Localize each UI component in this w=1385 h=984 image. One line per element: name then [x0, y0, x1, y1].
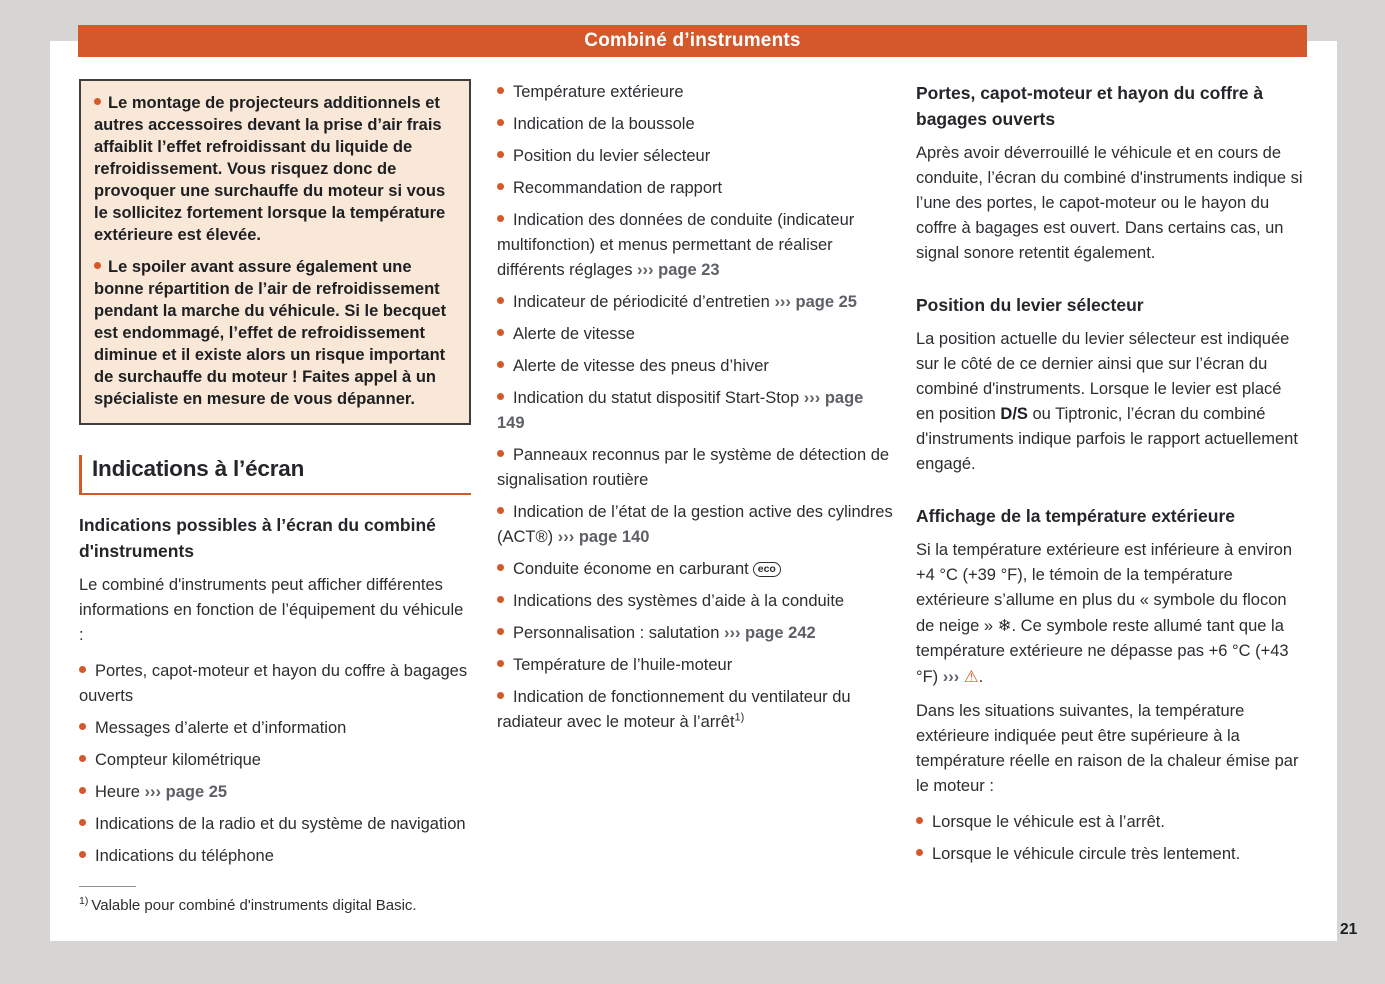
bullet-icon [497, 564, 504, 571]
bullet-icon [79, 819, 86, 826]
caution-text: Le montage de projecteurs additionnels et autres accessoires devant la prise d’air frais affaiblit l’effet refroidissant du liquide de refroidissement. Vous risquez donc de provoquer une surchauffe du moteur si vous le sollicitez fortement lorsque la température extérieure est élevée. [94, 94, 446, 244]
list-item [79, 780, 471, 805]
paragraph [916, 538, 1304, 690]
left-column [79, 79, 471, 916]
bullet-icon [497, 87, 504, 94]
list-item-text: Indication des données de conduite (indicateur multifonction) et menus permettant de réaliser différents réglages [497, 211, 855, 279]
list-item-text: Portes, capot-moteur et hayon du coffre à bagages ouverts [79, 662, 468, 705]
list-item-text: Heure [95, 783, 140, 801]
list-item [497, 322, 893, 347]
footnote-text: Valable pour combiné d'instruments digital Basic. [91, 897, 417, 914]
paragraph-text: . [978, 668, 984, 686]
bullet-icon [497, 628, 504, 635]
caution-item [94, 256, 456, 410]
list-item-text: Indication de l’état de la gestion active des cylindres (ACT®) [497, 503, 893, 546]
bullet-icon [94, 262, 101, 269]
warning-triangle-icon: ⚠ [963, 667, 979, 686]
page-header-bar [78, 25, 1307, 57]
list-item-text: Indicateur de périodicité d’entretien [513, 293, 770, 311]
bullet-icon [497, 183, 504, 190]
bullet-icon [79, 851, 86, 858]
paragraph-text: Si la température extérieure est inférieure à environ +4 °C (+39 °F), le témoin de la température extérieure s’allume en plus du « symbole du flocon de neige » [916, 541, 1293, 635]
subsection-heading: Indications possibles à l’écran du combiné d'instruments [79, 515, 436, 561]
list-item-text: Lorsque le véhicule est à l’arrêt. [932, 813, 1165, 831]
caution-item [94, 92, 456, 246]
list-item [497, 290, 893, 315]
bullet-icon [916, 817, 923, 824]
left-bullet-list [79, 659, 471, 869]
list-item [79, 812, 471, 837]
footnote-marker: 1) [79, 895, 89, 907]
bullet-icon [94, 98, 101, 105]
paragraph-text: . Ce symbole reste allumé tant que la température extérieure ne dépasse pas +6 °C (+43 °F) [916, 617, 1289, 686]
bullet-icon [79, 666, 86, 673]
section-title: Indications à l’écran [79, 455, 471, 495]
list-item [497, 500, 893, 550]
list-item [916, 810, 1304, 835]
right-bullet-list [916, 810, 1304, 867]
paragraph-text: La position actuelle du levier sélecteur est indiquée sur le côté de ce dernier ainsi que sur l’écran du combiné d'instruments. Lorsque le levier est placé en position [916, 330, 1290, 423]
chevrons: ››› [942, 668, 960, 686]
bullet-icon [497, 151, 504, 158]
list-item [497, 685, 893, 735]
list-item [916, 842, 1304, 867]
bullet-icon [497, 692, 504, 699]
intro-paragraph: Le combiné d'instruments peut afficher différentes informations en fonction de l’équipement du véhicule : [79, 576, 464, 644]
list-item [497, 80, 893, 105]
lever-position-label: D/S [1000, 405, 1028, 423]
bullet-icon [916, 849, 923, 856]
page-title: Combiné d’instruments [584, 30, 801, 51]
snowflake-icon: ❄ [997, 616, 1012, 635]
list-item-text: Indications du téléphone [95, 847, 274, 865]
bullet-icon [79, 755, 86, 762]
subsection-heading: Affichage de la température extérieure [916, 506, 1236, 526]
list-item-text: Température extérieure [513, 83, 684, 101]
paragraph [916, 327, 1304, 477]
eco-icon: eco [753, 562, 781, 577]
paragraph: Après avoir déverrouillé le véhicule et en cours de conduite, l’écran du combiné d'instruments indique si l’une des portes, le capot-moteur ou le hayon du coffre à bagages est ouvert. Dans certains cas, un signal sonore retentit également. [916, 144, 1303, 262]
list-item [497, 557, 893, 582]
list-item-text: Alerte de vitesse [513, 325, 635, 343]
caution-box [79, 79, 471, 425]
list-item-text: Panneaux reconnus par le système de détection de signalisation routière [497, 446, 890, 489]
footnote [79, 895, 471, 916]
list-item [497, 653, 893, 678]
list-item [79, 659, 471, 709]
bullet-icon [497, 119, 504, 126]
footnote-divider [79, 886, 136, 887]
subsection-heading: Position du levier sélecteur [916, 295, 1144, 315]
bullet-icon [497, 297, 504, 304]
subsection-heading: Portes, capot-moteur et hayon du coffre à bagages ouverts [916, 83, 1264, 129]
page-reference: ››› page 140 [557, 528, 650, 546]
bullet-icon [497, 329, 504, 336]
list-item-text: Position du levier sélecteur [513, 147, 711, 165]
paragraph: Dans les situations suivantes, la température extérieure indiquée peut être supérieure à la température réelle en raison de la chaleur émise par le moteur : [916, 702, 1299, 795]
list-item [497, 354, 893, 379]
bullet-icon [497, 596, 504, 603]
page-reference: ››› page 25 [144, 783, 228, 801]
bullet-icon [79, 723, 86, 730]
page-number: 21 [1340, 921, 1358, 938]
list-item [497, 386, 893, 436]
list-item-text: Personnalisation : salutation [513, 624, 720, 642]
list-item-text: Indications de la radio et du système de navigation [95, 815, 466, 833]
right-column [916, 80, 1304, 874]
page-reference: ››› page 242 [723, 624, 816, 642]
bullet-icon [497, 660, 504, 667]
bullet-icon [497, 361, 504, 368]
bullet-icon [497, 507, 504, 514]
bullet-icon [497, 215, 504, 222]
list-item [497, 589, 893, 614]
list-item [79, 844, 471, 869]
bullet-icon [497, 450, 504, 457]
list-item-text: Messages d’alerte et d’information [95, 719, 347, 737]
page-reference: ››› page 149 [497, 389, 864, 432]
middle-column [497, 80, 893, 742]
list-item-text: Alerte de vitesse des pneus d’hiver [513, 357, 769, 375]
list-item-text: Indication de la boussole [513, 115, 695, 133]
page-reference: ››› page 23 [637, 261, 720, 279]
footnote-reference: 1) [734, 711, 745, 724]
list-item-text: Indication du statut dispositif Start-Stop [513, 389, 800, 407]
paragraph-text: ou Tiptronic, l’écran du combiné d'instruments indique parfois le rapport actuellement engagé. [916, 405, 1298, 473]
list-item-text: Température de l’huile-moteur [513, 656, 733, 674]
list-item-text: Compteur kilométrique [95, 751, 261, 769]
bullet-icon [497, 393, 504, 400]
list-item [79, 716, 471, 741]
list-item-text: Lorsque le véhicule circule très lentement. [932, 845, 1241, 863]
bullet-icon [79, 787, 86, 794]
list-item-text: Conduite économe en carburant [513, 560, 749, 578]
list-item-text: Indication de fonctionnement du ventilateur du radiateur avec le moteur à l’arrêt [497, 688, 851, 731]
list-item [79, 748, 471, 773]
list-item [497, 112, 893, 137]
caution-text: Le spoiler avant assure également une bonne répartition de l’air de refroidissement pendant la marche du véhicule. Si le becquet est endommagé, l’effet de refroidissement diminue et il existe alors un risque important de surchauffe du moteur ! Faites appel à un spécialiste en mesure de vous dépanner. [94, 258, 447, 408]
list-item-text: Recommandation de rapport [513, 179, 723, 197]
list-item [497, 443, 893, 493]
list-item [497, 176, 893, 201]
list-item-text: Indications des systèmes d’aide à la conduite [513, 592, 845, 610]
list-item [497, 621, 893, 646]
page-reference: ››› page 25 [774, 293, 857, 311]
list-item [497, 144, 893, 169]
list-item [497, 208, 893, 283]
